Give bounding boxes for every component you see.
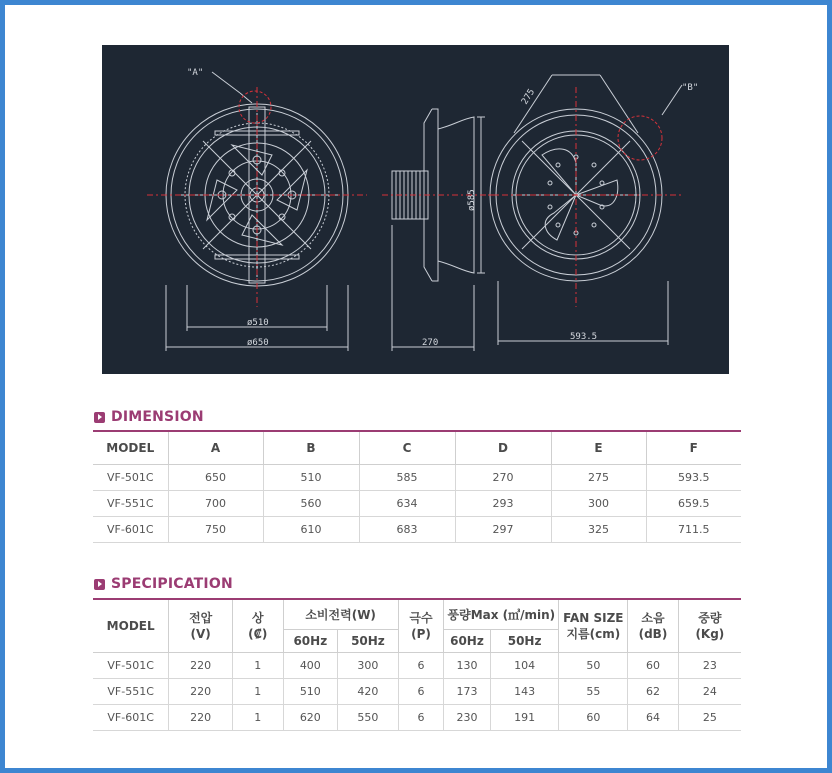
cell: 275 bbox=[551, 465, 646, 491]
col-model: MODEL bbox=[93, 431, 168, 465]
col-fan-size: FAN SIZE 지름(cm) bbox=[559, 599, 628, 653]
dimension-title: DIMENSION bbox=[111, 409, 204, 425]
col-e: E bbox=[551, 431, 646, 465]
cell: 659.5 bbox=[646, 491, 741, 517]
cell: VF-501C bbox=[93, 465, 168, 491]
cell: 25 bbox=[678, 705, 741, 731]
col-c: C bbox=[359, 431, 455, 465]
cell: 130 bbox=[444, 653, 491, 679]
cell: 293 bbox=[455, 491, 551, 517]
col-voltage: 전압 (V) bbox=[169, 599, 233, 653]
cell: 634 bbox=[359, 491, 455, 517]
cell: 585 bbox=[359, 465, 455, 491]
cell: 620 bbox=[283, 705, 338, 731]
callout-b-label: "B" bbox=[682, 83, 699, 93]
cell: 23 bbox=[678, 653, 741, 679]
fan-technical-drawing bbox=[102, 45, 729, 374]
cell: 300 bbox=[551, 491, 646, 517]
cell: 750 bbox=[168, 517, 263, 543]
cell: 297 bbox=[455, 517, 551, 543]
cell: 64 bbox=[628, 705, 679, 731]
table-row bbox=[93, 679, 741, 705]
cell: 104 bbox=[490, 653, 559, 679]
cell: 325 bbox=[551, 517, 646, 543]
col-airflow: 풍량Max (㎥/min) bbox=[444, 599, 559, 629]
dim-d585-label: ø585 bbox=[467, 189, 477, 211]
cell: 6 bbox=[398, 679, 443, 705]
dim-270-label: 270 bbox=[422, 338, 439, 348]
cell: 560 bbox=[263, 491, 359, 517]
cell: 400 bbox=[283, 653, 338, 679]
dim-d650-label: ø650 bbox=[247, 338, 269, 348]
cell: 700 bbox=[168, 491, 263, 517]
cell: 300 bbox=[338, 653, 399, 679]
table-row bbox=[93, 517, 741, 543]
callout-a-label: "A" bbox=[187, 68, 204, 78]
dimension-heading bbox=[94, 409, 204, 425]
dim-5935-label: 593.5 bbox=[570, 332, 598, 342]
cell: 6 bbox=[398, 653, 443, 679]
spec-header-row bbox=[93, 599, 741, 629]
col-weight: 중량 (Kg) bbox=[678, 599, 741, 653]
cell: VF-601C bbox=[93, 705, 169, 731]
cell: 24 bbox=[678, 679, 741, 705]
col-airflow-50hz: 50Hz bbox=[490, 629, 559, 652]
specification-heading bbox=[94, 576, 233, 592]
cell: 60 bbox=[628, 653, 679, 679]
col-d: D bbox=[455, 431, 551, 465]
cell: 1 bbox=[233, 653, 284, 679]
cell: 60 bbox=[559, 705, 628, 731]
drawing-canvas bbox=[102, 45, 729, 374]
cell: 610 bbox=[263, 517, 359, 543]
cell: 143 bbox=[490, 679, 559, 705]
cell: VF-501C bbox=[93, 653, 169, 679]
cell: 550 bbox=[338, 705, 399, 731]
specification-table bbox=[93, 598, 741, 731]
heading-bullet-icon bbox=[94, 579, 105, 590]
cell: 270 bbox=[455, 465, 551, 491]
cell: 1 bbox=[233, 679, 284, 705]
dim-275-label: 275 bbox=[520, 87, 538, 107]
cell: 230 bbox=[444, 705, 491, 731]
cell: 6 bbox=[398, 705, 443, 731]
dimension-header-row bbox=[93, 431, 741, 465]
col-noise: 소음 (dB) bbox=[628, 599, 679, 653]
cell: 50 bbox=[559, 653, 628, 679]
heading-bullet-icon bbox=[94, 412, 105, 423]
cell: 593.5 bbox=[646, 465, 741, 491]
col-phase: 상 (₡) bbox=[233, 599, 284, 653]
cell: 1 bbox=[233, 705, 284, 731]
cell: 420 bbox=[338, 679, 399, 705]
col-poles: 극수 (P) bbox=[398, 599, 443, 653]
dim-d510-label: ø510 bbox=[247, 318, 269, 328]
cell: 220 bbox=[169, 705, 233, 731]
col-power: 소비전력(W) bbox=[283, 599, 398, 629]
specification-title: SPECIPICATION bbox=[111, 576, 233, 592]
cell: 191 bbox=[490, 705, 559, 731]
table-row bbox=[93, 653, 741, 679]
cell: 711.5 bbox=[646, 517, 741, 543]
col-power-60hz: 60Hz bbox=[283, 629, 338, 652]
cell: VF-601C bbox=[93, 517, 168, 543]
table-row bbox=[93, 705, 741, 731]
cell: 55 bbox=[559, 679, 628, 705]
cell: 510 bbox=[283, 679, 338, 705]
cell: 173 bbox=[444, 679, 491, 705]
cell: VF-551C bbox=[93, 679, 169, 705]
cell: 510 bbox=[263, 465, 359, 491]
col-f: F bbox=[646, 431, 741, 465]
cell: VF-551C bbox=[93, 491, 168, 517]
cell: 650 bbox=[168, 465, 263, 491]
dimension-table bbox=[93, 430, 741, 543]
cell: 220 bbox=[169, 679, 233, 705]
col-b: B bbox=[263, 431, 359, 465]
col-model: MODEL bbox=[93, 599, 169, 653]
cell: 220 bbox=[169, 653, 233, 679]
cell: 683 bbox=[359, 517, 455, 543]
table-row bbox=[93, 465, 741, 491]
col-a: A bbox=[168, 431, 263, 465]
col-power-50hz: 50Hz bbox=[338, 629, 399, 652]
cell: 62 bbox=[628, 679, 679, 705]
col-airflow-60hz: 60Hz bbox=[444, 629, 491, 652]
table-row bbox=[93, 491, 741, 517]
